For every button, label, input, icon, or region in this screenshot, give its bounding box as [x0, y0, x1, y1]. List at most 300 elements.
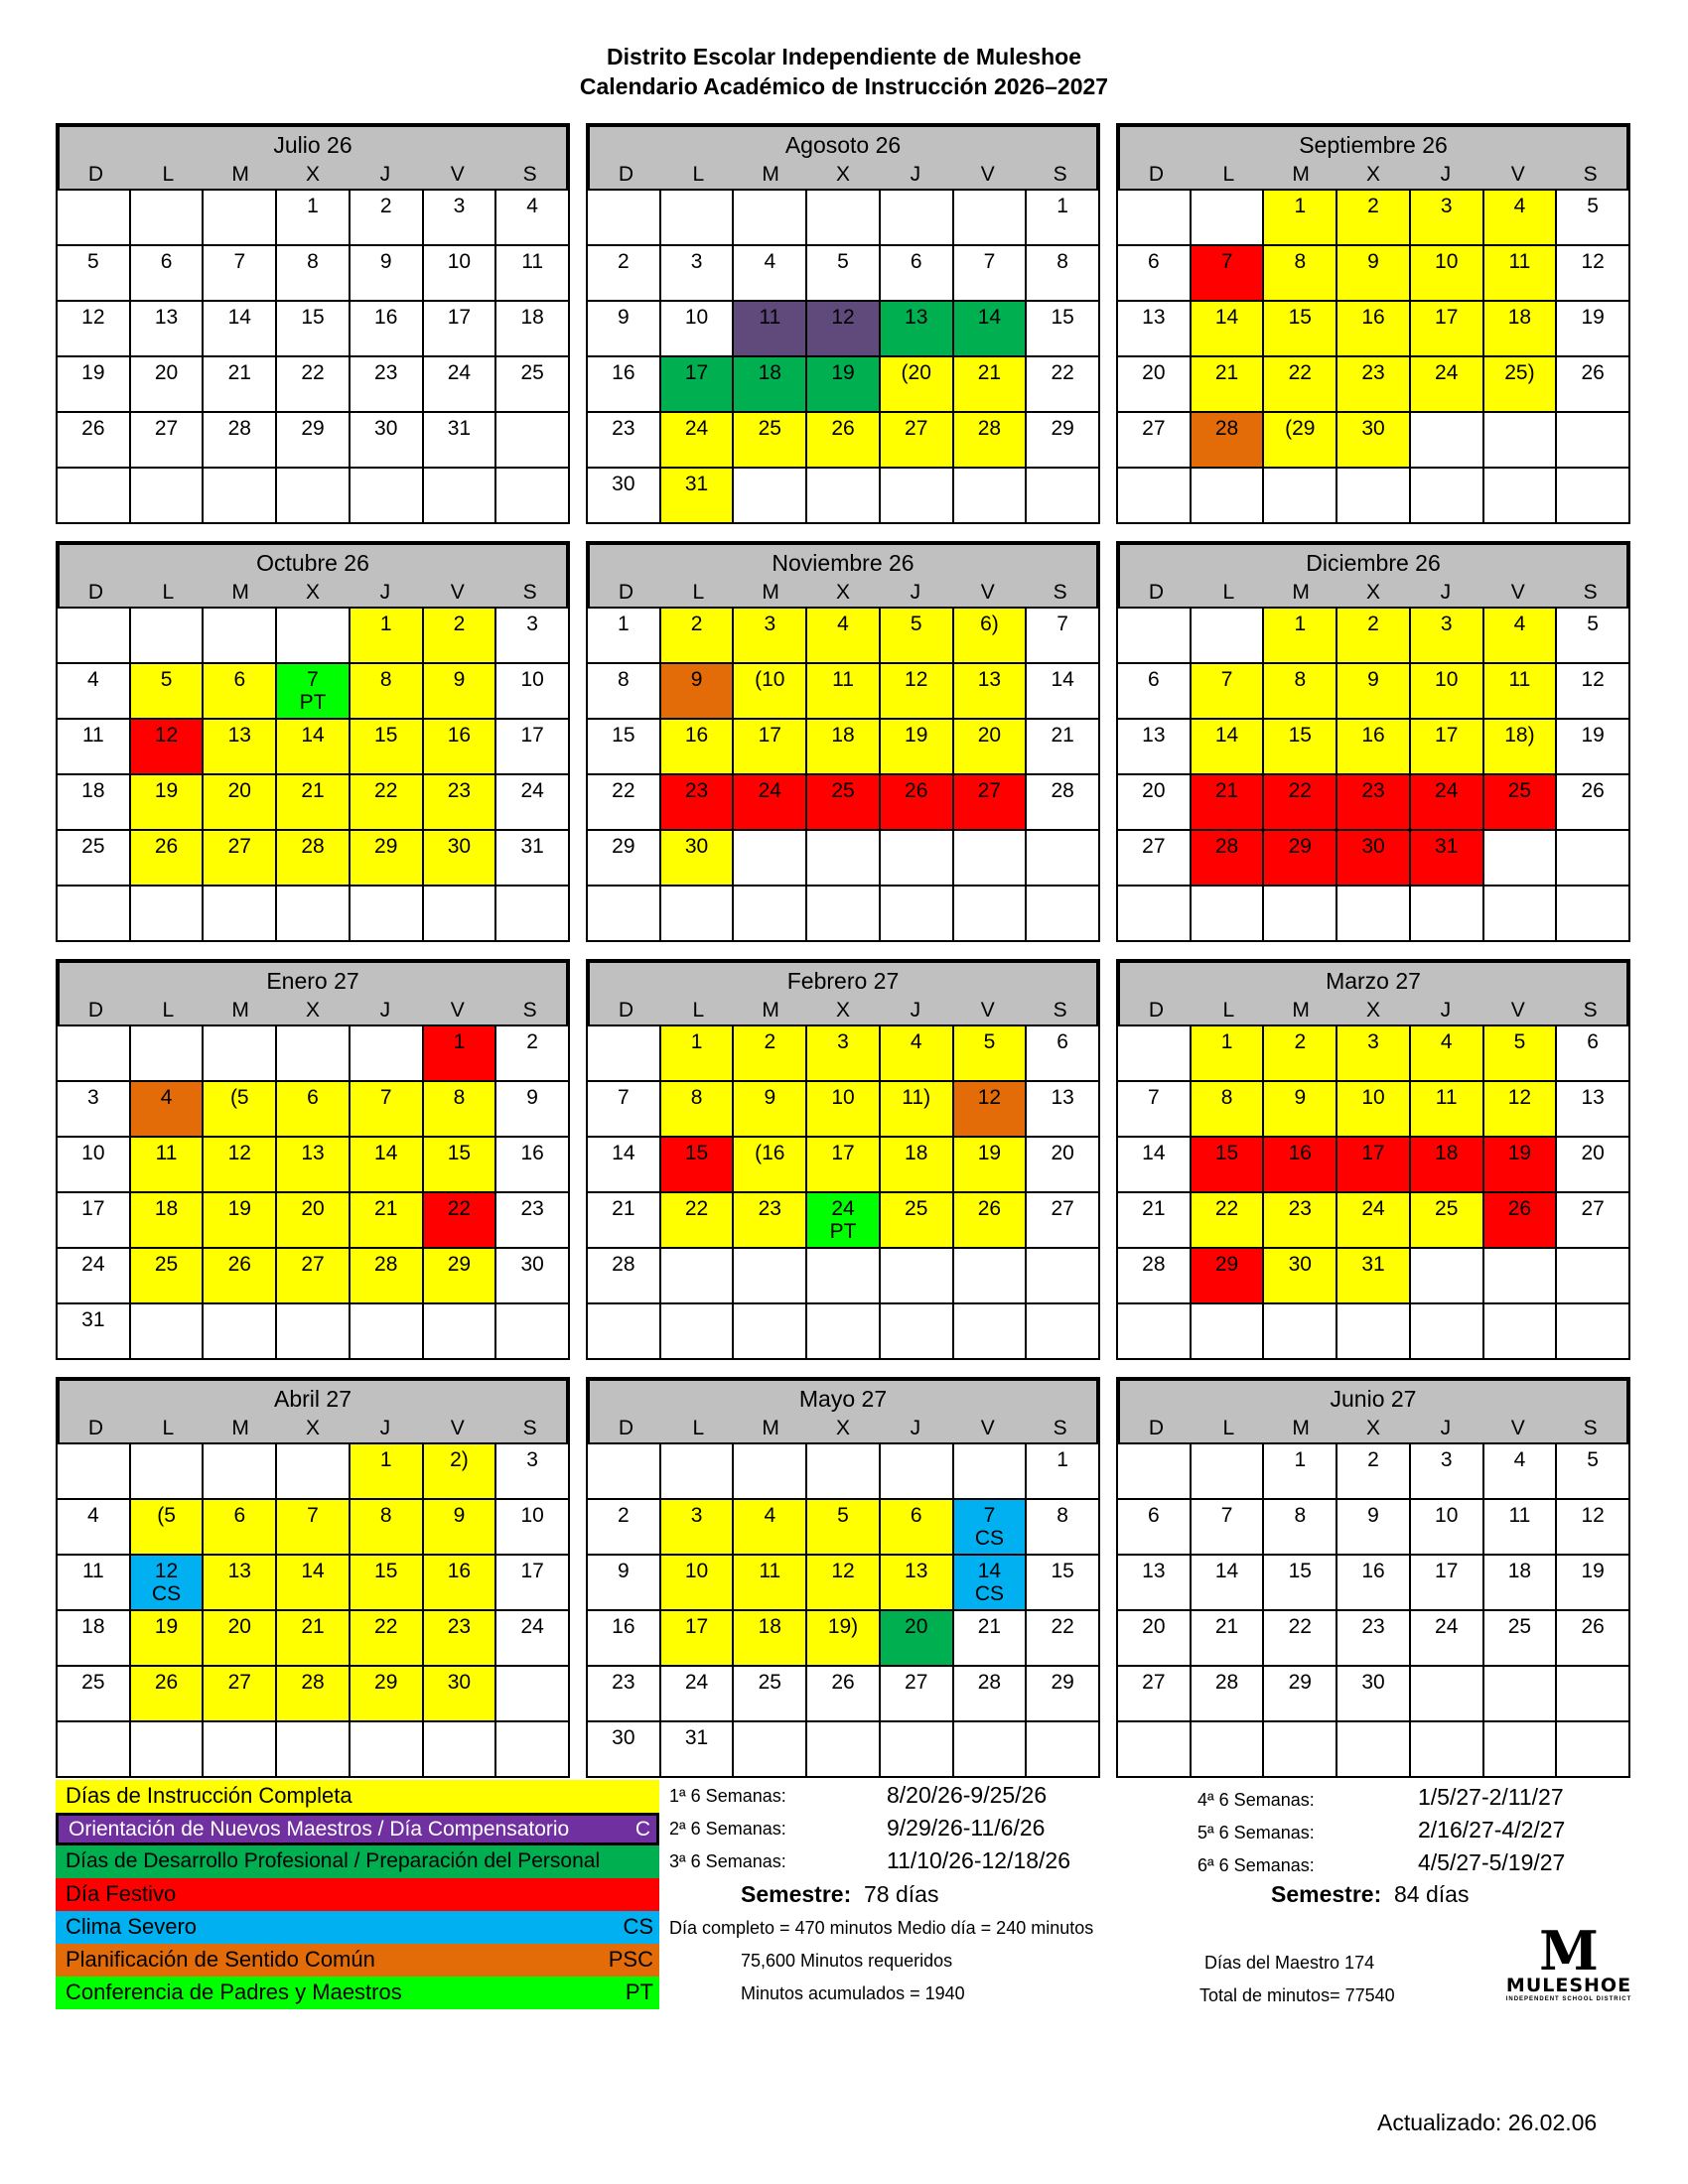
empty-cell	[1411, 887, 1484, 942]
day-cell	[1264, 664, 1337, 720]
day-number: 16	[447, 1560, 472, 1582]
day-number: 11	[1508, 250, 1531, 273]
day-cell	[588, 1722, 661, 1778]
day-number: 27	[301, 1253, 325, 1276]
day-cell	[1192, 775, 1265, 831]
empty-cell	[58, 191, 131, 246]
day-number: 4	[1513, 613, 1526, 635]
empty-cell	[734, 1722, 807, 1778]
month-header	[1116, 959, 1630, 1026]
day-number: 31	[684, 473, 709, 495]
empty-cell	[807, 191, 881, 246]
empty-cell	[1337, 469, 1411, 524]
day-number: 21	[1142, 1197, 1166, 1220]
day-cell	[58, 1611, 131, 1667]
day-number: 3	[1367, 1030, 1379, 1053]
day-cell	[807, 413, 881, 469]
day-cell	[277, 664, 351, 720]
day-number: 15	[684, 1142, 709, 1164]
empty-cell	[204, 1444, 277, 1500]
weekday-label: L	[692, 999, 705, 1022]
day-number: 11	[759, 1560, 781, 1582]
day-number: 20	[301, 1197, 325, 1220]
day-grid	[586, 1444, 1100, 1778]
day-number: 28	[612, 1253, 635, 1276]
day-number: 20	[977, 724, 1002, 747]
period-5-range: 2/16/27-4/2/27	[1418, 1817, 1566, 1843]
day-cell	[424, 831, 497, 887]
day-number: 5	[1587, 195, 1599, 217]
empty-cell	[661, 887, 735, 942]
day-number: 19	[1581, 1560, 1605, 1582]
weekday-label: S	[1053, 999, 1067, 1022]
day-cell	[277, 302, 351, 357]
day-cell	[1027, 302, 1100, 357]
empty-cell	[204, 1722, 277, 1778]
day-cell	[58, 302, 131, 357]
day-cell	[1264, 609, 1337, 664]
day-cell	[1337, 1193, 1411, 1249]
day-cell	[1337, 302, 1411, 357]
day-cell	[424, 357, 497, 413]
day-cell	[496, 1611, 570, 1667]
day-cell	[131, 1082, 205, 1138]
day-number: 27	[227, 1671, 251, 1694]
weekday-label: L	[1222, 163, 1235, 186]
weekday-label: L	[1222, 581, 1235, 604]
day-cell	[588, 469, 661, 524]
period-3-label: 3ª 6 Semanas:	[669, 1851, 786, 1871]
weekday-label: L	[692, 1417, 705, 1439]
day-cell	[734, 609, 807, 664]
day-cell	[351, 1667, 424, 1722]
empty-cell	[1557, 887, 1630, 942]
day-number: 14	[227, 306, 251, 329]
day-cell	[661, 775, 735, 831]
empty-cell	[131, 469, 205, 524]
day-cell	[58, 1138, 131, 1193]
empty-cell	[734, 191, 807, 246]
logo-subtitle: INDEPENDENT SCHOOL DISTRICT	[1505, 1996, 1632, 2002]
weekday-label: V	[1510, 1417, 1525, 1439]
weekday-label: M	[762, 999, 779, 1022]
day-number: 23	[1361, 779, 1385, 802]
day-cell	[1027, 609, 1100, 664]
day-number: 27	[905, 1671, 928, 1694]
day-cell	[1411, 1444, 1484, 1500]
day-cell	[204, 246, 277, 302]
day-number: 29	[447, 1253, 472, 1276]
weekday-label: M	[762, 163, 779, 186]
weekday-label: L	[162, 163, 175, 186]
day-number: 11	[759, 306, 781, 329]
legend-code: PT	[625, 1979, 653, 2004]
day-number: 12	[154, 724, 179, 747]
empty-cell	[881, 831, 954, 887]
day-number: 17	[1435, 724, 1459, 747]
empty-cell	[954, 1304, 1028, 1360]
empty-cell	[588, 1444, 661, 1500]
day-cell	[954, 775, 1028, 831]
day-cell	[1337, 609, 1411, 664]
day-number: 29	[374, 1671, 398, 1694]
day-cell	[277, 831, 351, 887]
day-number: 17	[1361, 1142, 1385, 1164]
day-number: 29	[1051, 417, 1074, 440]
day-cell	[131, 664, 205, 720]
weekday-label: S	[522, 999, 537, 1022]
empty-cell	[1264, 469, 1337, 524]
day-cell	[807, 1667, 881, 1722]
day-cell	[881, 357, 954, 413]
day-number: 30	[447, 835, 472, 858]
legend-item-planning	[56, 1944, 659, 1977]
day-number: 14	[1214, 724, 1239, 747]
day-number: 2	[1367, 195, 1379, 217]
day-cell	[1264, 831, 1337, 887]
semester-1	[741, 1881, 938, 1908]
day-number: 14	[1142, 1142, 1166, 1164]
day-cell	[424, 720, 497, 775]
day-cell	[496, 302, 570, 357]
day-cell	[734, 246, 807, 302]
day-number: 24	[684, 1671, 709, 1694]
day-number: 3	[453, 195, 466, 217]
day-number: 13	[1142, 306, 1166, 329]
day-cell	[661, 1722, 735, 1778]
day-number: 6	[233, 1504, 246, 1527]
day-number: 11	[1508, 668, 1531, 691]
day-number: 7	[307, 668, 319, 691]
day-cell	[424, 1556, 497, 1611]
day-cell	[131, 1667, 205, 1722]
day-cell	[1411, 191, 1484, 246]
day-number: 15	[1288, 1560, 1312, 1582]
day-cell	[1557, 1193, 1630, 1249]
day-number: 13	[1142, 1560, 1166, 1582]
day-number: 18	[905, 1142, 928, 1164]
empty-cell	[1411, 1722, 1484, 1778]
empty-cell	[1484, 413, 1558, 469]
day-number: 23	[1361, 1615, 1385, 1638]
day-cell	[1337, 191, 1411, 246]
day-cell	[1027, 1500, 1100, 1556]
day-cell	[424, 609, 497, 664]
day-grid	[1116, 191, 1630, 524]
day-cell	[1484, 191, 1558, 246]
empty-cell	[1027, 887, 1100, 942]
day-number: 23	[1288, 1197, 1312, 1220]
day-cell	[1411, 1138, 1484, 1193]
day-cell	[1192, 413, 1265, 469]
day-cell	[1411, 1556, 1484, 1611]
weekday-label: X	[836, 999, 851, 1022]
day-number: 11	[1435, 1086, 1458, 1109]
day-number: 12	[154, 1560, 179, 1582]
day-cell	[277, 775, 351, 831]
weekday-label: L	[692, 163, 705, 186]
weekday-label: D	[618, 163, 634, 186]
weekday-label: V	[450, 581, 465, 604]
day-number: 10	[447, 250, 472, 273]
day-number: 11	[155, 1142, 178, 1164]
day-number: 17	[684, 1615, 709, 1638]
day-number: 16	[447, 724, 472, 747]
day-number: 6	[910, 1504, 922, 1527]
day-cell	[58, 831, 131, 887]
day-number: 27	[227, 835, 251, 858]
month-header	[56, 123, 570, 191]
day-cell	[58, 1082, 131, 1138]
day-number: 25	[81, 1671, 105, 1694]
empty-cell	[954, 1722, 1028, 1778]
day-cell	[1484, 720, 1558, 775]
day-cell	[1557, 1611, 1630, 1667]
day-number: 16	[1361, 306, 1385, 329]
weekday-label: X	[306, 163, 321, 186]
day-cell	[1118, 720, 1192, 775]
day-number: 8	[379, 668, 392, 691]
day-cell	[1557, 1082, 1630, 1138]
day-cell	[1337, 1500, 1411, 1556]
day-cell	[1027, 246, 1100, 302]
day-number: 3	[1440, 613, 1453, 635]
empty-cell	[1484, 1249, 1558, 1304]
month-name: Marzo 27	[1326, 968, 1421, 994]
muleshoe-logo	[1489, 1919, 1648, 2003]
day-cell	[1118, 357, 1192, 413]
day-cell	[881, 664, 954, 720]
day-number: 24	[831, 1197, 855, 1220]
day-cell	[1027, 1138, 1100, 1193]
day-number: 21	[977, 361, 1002, 384]
day-cell	[424, 302, 497, 357]
day-number: 20	[1142, 1615, 1166, 1638]
day-number: 3	[837, 1030, 849, 1053]
day-number: 20	[905, 1615, 928, 1638]
day-number: 8	[453, 1086, 466, 1109]
empty-cell	[1411, 469, 1484, 524]
period-1-label: 1ª 6 Semanas:	[669, 1786, 786, 1806]
day-number: 1	[453, 1030, 466, 1053]
weekday-label: L	[1222, 999, 1235, 1022]
weekday-label: V	[1510, 581, 1525, 604]
day-number: 2	[618, 250, 630, 273]
weekday-label: J	[910, 1417, 921, 1439]
day-number: 15	[1288, 724, 1312, 747]
day-cell	[954, 720, 1028, 775]
month-2	[1116, 123, 1630, 524]
day-cell	[1484, 1611, 1558, 1667]
day-cell	[1411, 664, 1484, 720]
day-number: 8	[379, 1504, 392, 1527]
day-cell	[1264, 191, 1337, 246]
empty-cell	[734, 469, 807, 524]
day-code: PT	[829, 1220, 857, 1243]
empty-cell	[424, 887, 497, 942]
day-cell	[424, 191, 497, 246]
day-cell	[954, 357, 1028, 413]
month-11	[1116, 1377, 1630, 1778]
day-number: 12	[977, 1086, 1002, 1109]
day-number: 22	[1214, 1197, 1239, 1220]
day-cell	[1192, 302, 1265, 357]
day-number: 29	[1288, 835, 1312, 858]
day-number: 24	[1361, 1197, 1385, 1220]
day-number: 9	[690, 668, 703, 691]
day-number: 3	[690, 1504, 703, 1527]
day-number: 2	[1294, 1030, 1307, 1053]
day-number: 15	[1051, 306, 1074, 329]
day-cell	[204, 1611, 277, 1667]
day-number: 29	[612, 835, 635, 858]
day-number: 22	[1288, 361, 1312, 384]
day-number: 1	[1056, 195, 1068, 217]
empty-cell	[1557, 1304, 1630, 1360]
weekday-label: X	[836, 1417, 851, 1439]
day-number: 26	[227, 1253, 251, 1276]
day-number: 7	[233, 250, 246, 273]
day-number: 10	[1435, 250, 1459, 273]
day-cell	[1557, 1026, 1630, 1082]
day-cell	[1557, 1444, 1630, 1500]
weekday-label: X	[1366, 581, 1381, 604]
empty-cell	[1557, 413, 1630, 469]
day-cell	[351, 1500, 424, 1556]
day-cell	[1027, 191, 1100, 246]
empty-cell	[496, 887, 570, 942]
empty-cell	[131, 1304, 205, 1360]
day-number: 31	[447, 417, 472, 440]
day-number: 1	[1294, 195, 1307, 217]
day-number: 26	[1581, 779, 1605, 802]
empty-cell	[1484, 831, 1558, 887]
empty-cell	[661, 1304, 735, 1360]
empty-cell	[1557, 1249, 1630, 1304]
day-number: 9	[618, 1560, 630, 1582]
day-number: 16	[1288, 1142, 1312, 1164]
day-cell	[954, 1193, 1028, 1249]
day-cell	[1484, 1556, 1558, 1611]
empty-cell	[496, 1304, 570, 1360]
weekday-label: J	[1440, 163, 1452, 186]
day-number: 20	[1142, 361, 1166, 384]
day-cell	[1411, 357, 1484, 413]
day-number: 12	[227, 1142, 251, 1164]
legend-code: CS	[623, 1914, 653, 1939]
day-number: 2	[1367, 1448, 1379, 1471]
day-cell	[881, 1667, 954, 1722]
day-cell	[131, 1249, 205, 1304]
day-number: 27	[1581, 1197, 1605, 1220]
day-minutes-info: Día completo = 470 minutos Medio día = 240 minutos	[669, 1918, 1094, 1938]
day-cell	[661, 609, 735, 664]
day-cell	[734, 1500, 807, 1556]
day-cell	[807, 1611, 881, 1667]
day-cell	[1027, 720, 1100, 775]
day-cell	[351, 1556, 424, 1611]
month-name: Junio 27	[1330, 1386, 1417, 1412]
weekday-label: X	[1366, 163, 1381, 186]
empty-cell	[807, 831, 881, 887]
day-cell	[881, 413, 954, 469]
semester-2	[1271, 1881, 1469, 1908]
day-number: 25	[1507, 1615, 1532, 1638]
weekday-label: S	[522, 1417, 537, 1439]
day-cell	[661, 246, 735, 302]
day-cell	[1411, 1611, 1484, 1667]
empty-cell	[588, 887, 661, 942]
month-10	[586, 1377, 1100, 1778]
day-number: 3	[526, 613, 538, 635]
day-cell	[204, 1667, 277, 1722]
day-cell	[734, 1026, 807, 1082]
day-number: 26	[905, 779, 928, 802]
day-number: 21	[977, 1615, 1002, 1638]
day-number: 13	[1051, 1086, 1074, 1109]
day-number: 10	[684, 1560, 709, 1582]
day-cell	[1484, 357, 1558, 413]
day-number: 30	[612, 473, 635, 495]
day-number: 30	[374, 417, 398, 440]
day-cell	[661, 831, 735, 887]
day-cell	[881, 246, 954, 302]
day-cell	[807, 246, 881, 302]
day-cell	[1192, 831, 1265, 887]
month-header	[586, 959, 1100, 1026]
weekday-label: M	[1292, 163, 1310, 186]
day-cell	[424, 1082, 497, 1138]
period-1-range: 8/20/26-9/25/26	[887, 1782, 1048, 1808]
day-cell	[661, 469, 735, 524]
day-cell	[424, 1611, 497, 1667]
day-number: 1	[1294, 1448, 1307, 1471]
day-grid	[586, 1026, 1100, 1360]
day-number: 11	[832, 668, 854, 691]
day-cell	[131, 1138, 205, 1193]
empty-cell	[1192, 191, 1265, 246]
day-cell	[424, 1026, 497, 1082]
day-number: 22	[684, 1197, 709, 1220]
day-number: 5	[1587, 613, 1599, 635]
day-number: 27	[905, 417, 928, 440]
day-number: 3	[526, 1448, 538, 1471]
day-number: 29	[374, 835, 398, 858]
day-number: 27	[1051, 1197, 1074, 1220]
day-cell	[661, 1193, 735, 1249]
empty-cell	[131, 1444, 205, 1500]
weekday-label: D	[618, 999, 634, 1022]
day-cell	[277, 1667, 351, 1722]
day-cell	[58, 1500, 131, 1556]
day-grid	[1116, 1444, 1630, 1778]
month-header	[586, 541, 1100, 609]
day-number: 30	[1288, 1253, 1312, 1276]
day-number: 17	[447, 306, 472, 329]
day-cell	[1484, 246, 1558, 302]
day-cell	[1411, 1026, 1484, 1082]
day-cell	[131, 1193, 205, 1249]
day-cell	[1484, 609, 1558, 664]
day-cell	[661, 1082, 735, 1138]
day-cell	[661, 1667, 735, 1722]
day-cell	[1192, 1193, 1265, 1249]
day-cell	[1484, 775, 1558, 831]
updated-date: Actualizado: 26.02.06	[1377, 2110, 1598, 2135]
day-cell	[1118, 775, 1192, 831]
day-cell	[496, 720, 570, 775]
day-cell	[1411, 1082, 1484, 1138]
